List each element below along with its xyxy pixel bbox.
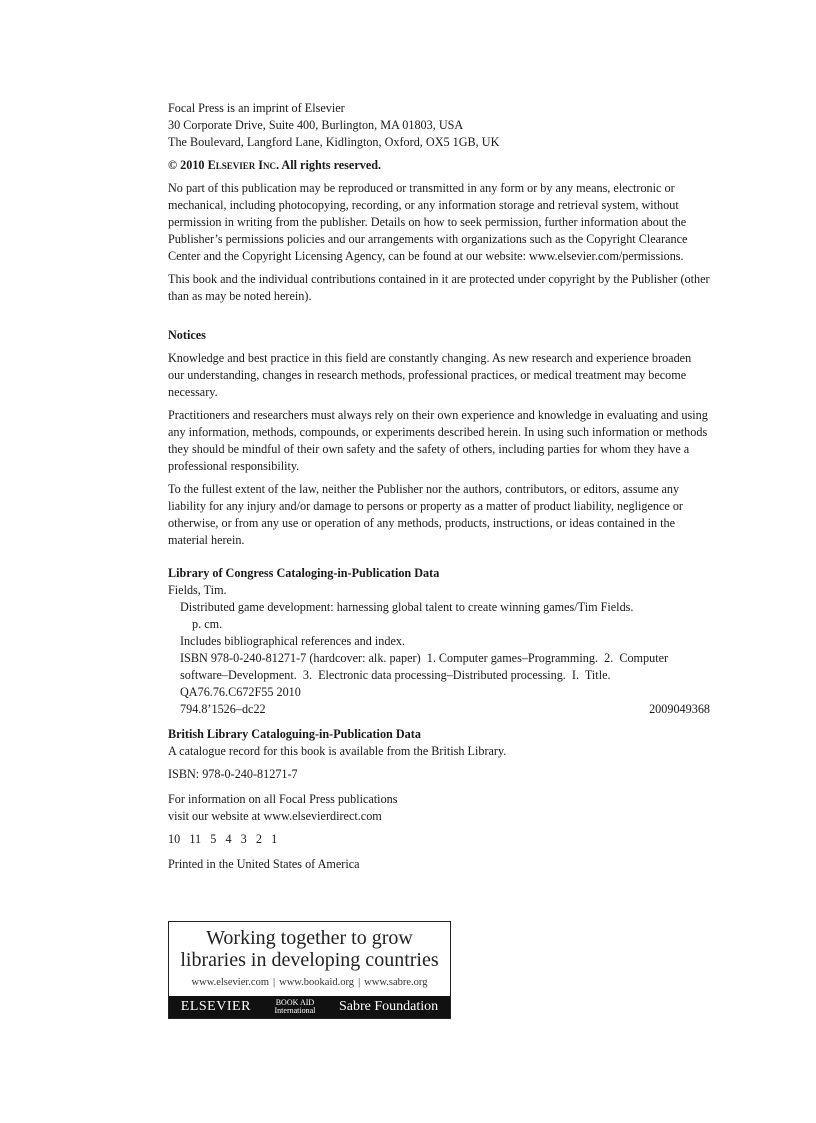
permissions-paragraph: No part of this publication may be reproduced or transmitted in any form or by any means, electronic or mechanical, including photocopying, recording, or any information storage and retrieval system, without permission in writing from the publisher. Details on how to seek permission, further information about the Publisher’s permissions policies and our arrangements with organizations such as the Copyright Clearance Center and the Copyright Licensing Agency, can be found at our website: www.elsevier.com/permissions.: [168, 181, 688, 263]
info-line-1: For information on all Focal Press publications: [168, 792, 398, 806]
british-library-heading: British Library Cataloguing-in-Publication Data: [168, 727, 421, 741]
isbn: ISBN: 978-0-240-81271-7: [168, 767, 298, 781]
publisher-uk-address: The Boulevard, Langford Lane, Kidlington, Oxford, OX5 1GB, UK: [168, 135, 500, 149]
loc-author: Fields, Tim.: [168, 583, 227, 597]
sabre-logo: Sabre Foundation: [339, 999, 439, 1014]
book-aid-logo-line-1: BOOK AID: [275, 998, 315, 1007]
publisher-us-address: 30 Corporate Drive, Suite 400, Burlington, MA 01803, USA: [168, 118, 464, 132]
info-line-2: visit our website at www.elsevierdirect.com: [168, 809, 382, 823]
book-aid-links: [169, 977, 450, 988]
book-aid-box: [168, 921, 451, 1019]
loc-isbn-subjects-2: software–Development. 3. Electronic data processing–Distributed processing. I. Title.: [180, 668, 611, 682]
book-aid-logo-bar: [169, 996, 450, 1018]
notices-paragraph-2: Practitioners and researchers must always rely on their own experience and knowledge in evaluating and using any information, methods, compounds, or experiments described herein. In using such information or methods they should be mindful of their own safety and the safety of others, including parties for whom they have a professional responsibility.: [168, 408, 708, 473]
book-aid-title-2: libraries in developing countries: [180, 949, 439, 971]
sabre-link[interactable]: www.sabre.org: [364, 977, 428, 988]
british-library-text: A catalogue record for this book is available from the British Library.: [168, 744, 507, 758]
loc-dewey: 794.8’1526–dc22: [180, 702, 266, 716]
loc-bibliography: Includes bibliographical references and index.: [180, 634, 406, 648]
book-aid-title-1: Working together to grow: [206, 927, 413, 949]
loc-pages: p. cm.: [192, 617, 223, 631]
loc-title: Distributed game development: harnessing global talent to create winning games/Tim Fields.: [180, 600, 634, 614]
notices-paragraph-1: Knowledge and best practice in this field are constantly changing. As new research and experience broaden our understanding, changes in research methods, professional practices, or medical treatment may become necessary.: [168, 351, 692, 399]
loc-heading: Library of Congress Cataloging-in-Publication Data: [168, 566, 440, 580]
copyright-company: Elsevier Inc: [207, 158, 277, 172]
book-aid-logo: [275, 999, 316, 1015]
book-aid-logo-line-2: International: [274, 1006, 316, 1015]
copyright-protection-paragraph: This book and the individual contributions contained in it are protected under copyright by the Publisher (other than as may be noted herein).: [168, 272, 710, 303]
printed-in: Printed in the United States of America: [168, 857, 360, 871]
bookaid-link[interactable]: www.bookaid.org: [279, 977, 355, 988]
printing-number-line: 10 11 5 4 3 2 1: [168, 832, 278, 846]
link-separator: |: [358, 977, 361, 988]
link-separator: |: [273, 977, 276, 988]
loc-classification-row: [168, 701, 710, 718]
elsevier-logo: ELSEVIER: [180, 999, 251, 1014]
publisher-imprint: Focal Press is an imprint of Elsevier: [168, 101, 345, 115]
loc-call-number: QA76.76.C672F55 2010: [180, 685, 301, 699]
notices-heading: Notices: [168, 328, 206, 342]
copyright-suffix: . All rights reserved.: [276, 158, 382, 172]
loc-isbn-subjects-1: ISBN 978-0-240-81271-7 (hardcover: alk. paper) 1. Computer games–Programming. 2. Computer: [180, 651, 669, 665]
elsevier-link[interactable]: www.elsevier.com: [191, 977, 269, 988]
copyright-page: [168, 100, 710, 873]
notices-paragraph-3: To the fullest extent of the law, neither the Publisher nor the authors, contributors, or editors, assume any liability for any injury and/or damage to persons or property as a matter of product liability, negligence or otherwise, or from any use or operation of any methods, products, instructions, or ideas contained in the material herein.: [168, 482, 683, 547]
loc-lccn: 2009049368: [649, 702, 710, 716]
copyright-notice: [168, 157, 710, 174]
copyright-prefix: © 2010: [168, 158, 208, 172]
